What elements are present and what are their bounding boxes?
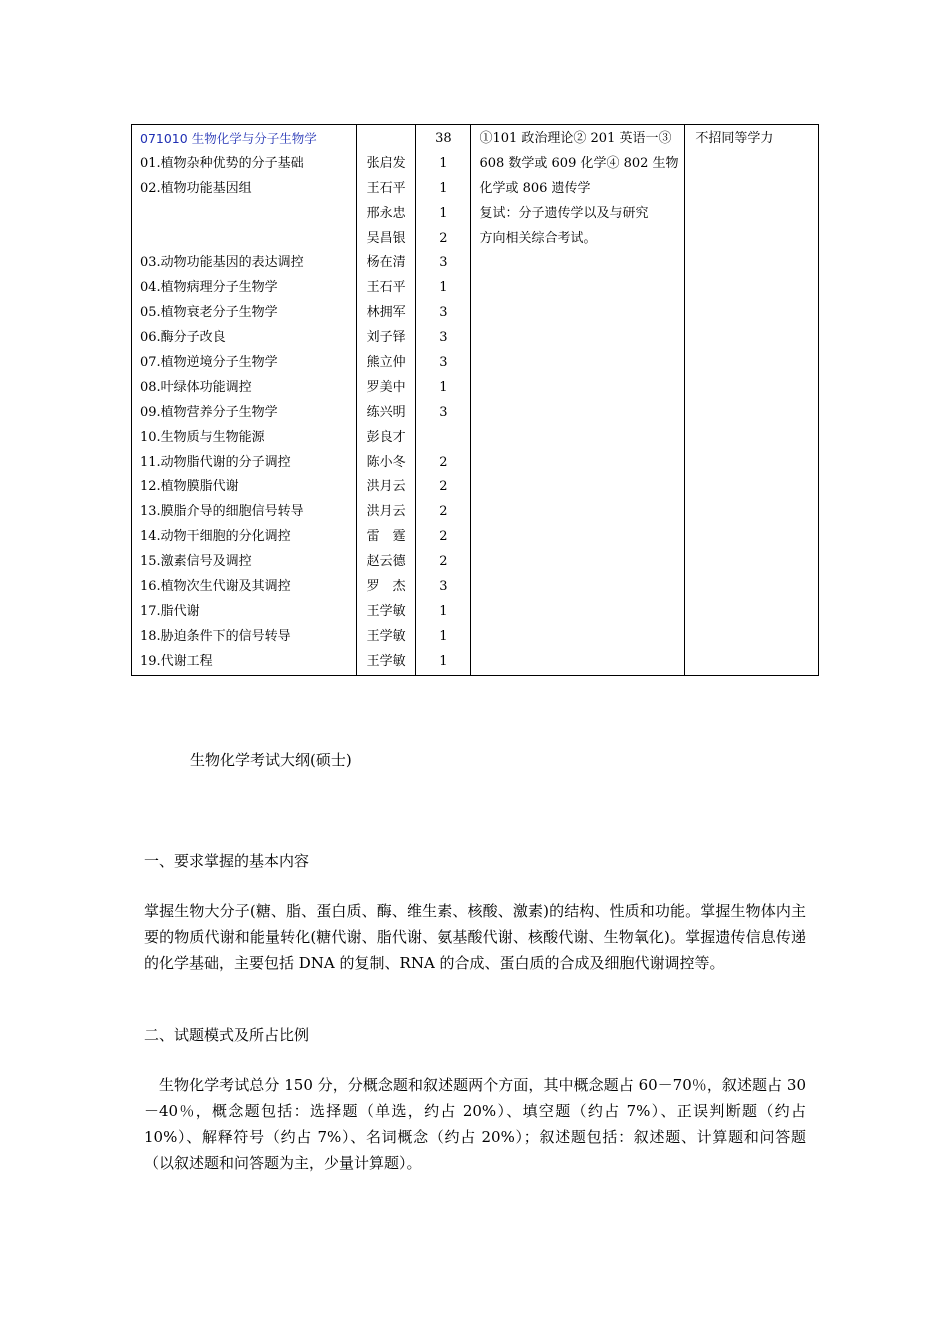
program-code-title: 071010 生物化学与分子生物学 <box>140 131 317 146</box>
direction-item: 19.代谢工程 <box>140 653 213 669</box>
enrollment-count: 1 <box>439 379 448 395</box>
tutor-name: 林拥军 <box>366 305 406 321</box>
tutor-name: 杨在清 <box>366 255 406 271</box>
direction-item <box>132 227 356 252</box>
tutor-name: 王学敏 <box>366 653 406 669</box>
direction-item: 14.动物干细胞的分化调控 <box>140 529 291 545</box>
section1-body: 掌握生物大分子(糖、脂、蛋白质、酶、维生素、核酸、激素)的结构、性质和功能。掌握生物体内主要的物质代谢和能量转化(糖代谢、脂代谢、氨基酸代谢、核酸代谢、生物氧化)。掌握遗传信息传递的化学基础，主要包括 DNA 的复制、RNA 的合成、蛋白质的合成及细胞代谢调控等。 <box>144 902 806 972</box>
direction-item: 07.植物逆境分子生物学 <box>140 355 278 371</box>
tutor-column <box>356 125 415 676</box>
direction-item: 08.叶绿体功能调控 <box>140 379 252 395</box>
exam-subject-line: 复试：分子遗传学以及与研究 <box>479 205 649 221</box>
count-column <box>416 125 471 676</box>
enrollment-count: 3 <box>439 330 448 346</box>
enrollment-count: 2 <box>439 454 448 470</box>
tutor-name: 赵云德 <box>366 554 406 570</box>
enrollment-count: 1 <box>439 205 448 221</box>
tutor-name: 雷 霆 <box>366 529 406 545</box>
direction-item: 09.植物营养分子生物学 <box>140 404 278 420</box>
tutor-name: 彭良才 <box>366 429 406 445</box>
tutor-name: 王石平 <box>366 180 406 196</box>
tutor-name: 王学敏 <box>366 603 406 619</box>
enrollment-count: 2 <box>439 504 448 520</box>
direction-item: 04.植物病理分子生物学 <box>140 280 278 296</box>
exam-subject-line: ①101 政治理论② 201 英语一③ <box>479 131 672 146</box>
exam-subject-line: 608 数学或 609 化学④ 802 生物 <box>479 155 679 171</box>
direction-item: 18.胁迫条件下的信号转导 <box>140 628 291 644</box>
direction-item: 03.动物功能基因的表达调控 <box>140 255 304 271</box>
enrollment-count: 3 <box>439 579 448 595</box>
direction-item: 11.动物脂代谢的分子调控 <box>140 454 291 470</box>
enrollment-count: 3 <box>439 305 448 321</box>
enrollment-count: 2 <box>439 554 448 570</box>
enrollment-count: 1 <box>439 180 448 196</box>
enrollment-count: 3 <box>439 404 448 420</box>
direction-item: 16.植物次生代谢及其调控 <box>140 579 291 595</box>
tutor-name: 熊立仲 <box>366 355 406 371</box>
section1-heading: 一、要求掌握的基本内容 <box>144 852 310 870</box>
outline-title: 生物化学考试大纲(硕士) <box>190 751 352 769</box>
exam-subjects-cell <box>471 125 685 676</box>
direction-item: 02.植物功能基因组 <box>140 180 252 196</box>
remarks-cell <box>685 125 819 676</box>
tutor-name: 洪月云 <box>366 479 406 495</box>
enrollment-count: 3 <box>439 255 448 271</box>
direction-column <box>132 125 357 676</box>
tutor-name: 张启发 <box>366 155 406 171</box>
tutor-name: 罗美中 <box>366 379 406 395</box>
exam-subject-line: 方向相关综合考试。 <box>479 230 597 246</box>
tutor-name: 邢永忠 <box>366 205 406 221</box>
enrollment-count: 1 <box>439 653 448 669</box>
tutor-name: 王学敏 <box>366 628 406 644</box>
exam-subject-line: 化学或 806 遗传学 <box>479 180 591 196</box>
tutor-name: 陈小冬 <box>366 454 406 470</box>
direction-item: 05.植物衰老分子生物学 <box>140 305 278 321</box>
direction-item <box>132 202 356 227</box>
direction-item: 12.植物膜脂代谢 <box>140 479 239 495</box>
direction-item: 13.膜脂介导的细胞信号转导 <box>140 504 304 520</box>
tutor-name: 练兴明 <box>366 404 406 420</box>
direction-item: 17.脂代谢 <box>140 603 200 619</box>
enrollment-count: 2 <box>439 230 448 246</box>
direction-item: 06.酶分子改良 <box>140 330 226 346</box>
section2-heading: 二、试题模式及所占比例 <box>144 1026 310 1044</box>
direction-item: 15.激素信号及调控 <box>140 554 252 570</box>
tutor-name: 吴昌银 <box>366 230 406 246</box>
tutor-name: 洪月云 <box>366 504 406 520</box>
enrollment-count: 1 <box>439 603 448 619</box>
enrollment-count <box>416 426 470 451</box>
enrollment-count: 1 <box>439 628 448 644</box>
enrollment-count: 2 <box>439 529 448 545</box>
tutor-name: 王石平 <box>366 280 406 296</box>
enrollment-count: 2 <box>439 479 448 495</box>
remarks-text: 不招同等学力 <box>695 131 774 146</box>
tutor-name: 刘子铎 <box>366 330 406 346</box>
direction-item: 10.生物质与生物能源 <box>140 429 265 445</box>
total-count: 38 <box>435 131 452 146</box>
section2-body: 生物化学考试总分 150 分，分概念题和叙述题两个方面，其中概念题占 60－70％，叙述题占 30－40％，概念题包括：选择题（单选，约占 20%）、填空题（约占 7%）、正误判断题（约占 10%）、解释符号（约占 7%）、名词概念（约占 20%）；叙述题包括：叙述题、计算题和问答题（以叙述题和问答题为主，少量计算题）。 <box>144 1076 806 1172</box>
enrollment-table <box>131 124 819 676</box>
tutor-name: 罗 杰 <box>366 579 406 595</box>
tutor-name <box>357 127 415 152</box>
direction-item: 01.植物杂种优势的分子基础 <box>140 155 304 171</box>
enrollment-count: 1 <box>439 280 448 296</box>
enrollment-count: 3 <box>439 355 448 371</box>
enrollment-count: 1 <box>439 155 448 171</box>
